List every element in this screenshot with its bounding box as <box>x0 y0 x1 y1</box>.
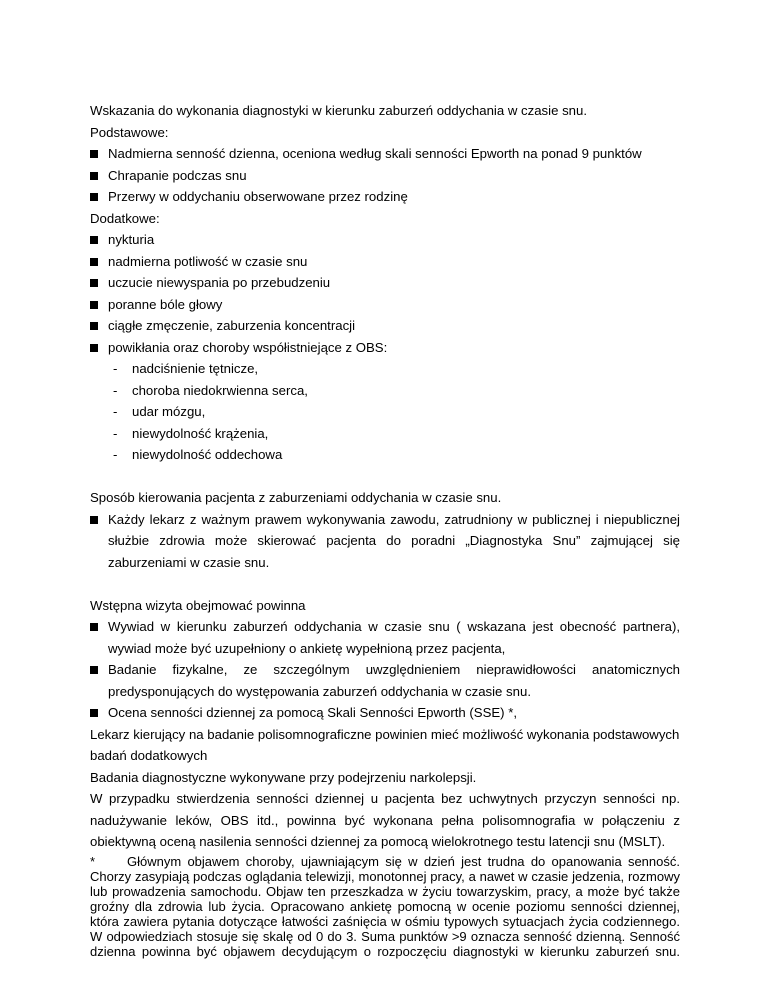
section3-title: Wstępna wizyta obejmować powinna <box>90 597 306 613</box>
list-item: nadmierna potliwość w czasie snu <box>90 251 680 273</box>
sub-list-item: - choroba niedokrwienna serca, <box>90 380 680 402</box>
square-bullet-icon <box>90 623 98 631</box>
footnote-line: dzienna powinna być objawem decydującym o rozpoczęciu diagnostyki w kierunku zaburzeń snu. <box>90 943 680 959</box>
square-bullet-icon <box>90 344 98 352</box>
sub-list-item: - udar mózgu, <box>90 401 680 423</box>
square-bullet-icon <box>90 709 98 717</box>
spacer <box>90 573 680 595</box>
list-item: powikłania oraz choroby współistniejące z OBS: <box>90 337 680 359</box>
footnote-line: Chorzy zasypiają podczas oglądania telewizji, monotonnej pracy, a nawet w czasie jedzenia, rozmowy <box>90 868 680 884</box>
sub-list-item: - niewydolność krążenia, <box>90 423 680 445</box>
list-item-continuation: wywiad może być uzupełniony o ankietę wypełnioną przez pacjenta, <box>108 640 506 656</box>
list-item: Badanie fizykalne, ze szczególnym uwzględnieniem nieprawidłowości anatomicznych <box>90 659 680 681</box>
dash-marker: - <box>113 404 118 419</box>
document-page <box>90 100 680 959</box>
square-bullet-icon <box>90 172 98 180</box>
dash-marker: - <box>113 382 118 398</box>
paragraph-line: nadużywanie leków, OBS itd., powinna być wykonana pełna polisomnografia w połączeniu z <box>90 812 680 828</box>
section1-title: Wskazania do wykonania diagnostyki w kierunku zaburzeń oddychania w czasie snu. <box>90 103 587 118</box>
footnote-line: lub prowadzenia samochodu. Objaw ten przeszkadza w życiu towarzyskim, pracy, a może być także <box>90 883 680 899</box>
footnote-line: * Głównym objawem choroby, ujawniającym się w dzień jest trudna do opanowania senność. <box>90 853 680 869</box>
paragraph-line: obiektywną oceną nasilenia senności dziennej za pomocą wielokrotnego testu latencji snu (MSLT). <box>90 834 666 849</box>
paragraph-line: Badania diagnostyczne wykonywane przy podejrzeniu narkolepsji. <box>90 769 477 785</box>
list-item: poranne bóle głowy <box>90 294 680 316</box>
paragraph-line: Lekarz kierujący na badanie polisomnograficzne powinien mieć możliwość wykonania podstawowych <box>90 726 680 742</box>
square-bullet-icon <box>90 258 98 266</box>
footnote-marker: * <box>90 853 96 869</box>
additional-label: Dodatkowe: <box>90 210 160 226</box>
list-item-continuation: zaburzeniami w czasie snu. <box>108 554 270 570</box>
footnote-line: która zawiera pytania dotyczące łatwości zaśnięcia w ośmiu typowych sytuacjach życia codziennego. <box>90 913 680 929</box>
dash-marker: - <box>113 361 118 376</box>
list-item: Przerwy w oddychaniu obserwowane przez rodzinę <box>90 186 680 208</box>
dash-marker: - <box>113 425 118 441</box>
square-bullet-icon <box>90 279 98 287</box>
square-bullet-icon <box>90 193 98 201</box>
square-bullet-icon <box>90 150 98 158</box>
list-item: ciągłe zmęczenie, zaburzenia koncentracji <box>90 315 680 337</box>
section2-title: Sposób kierowania pacjenta z zaburzeniami oddychania w czasie snu. <box>90 490 502 505</box>
list-item-continuation: służbie zdrowia może skierować pacjenta do poradni „Diagnostyka Snu” zajmującej się <box>108 533 680 548</box>
footnote-line: groźny dla zdrowia lub życia. Opracowano ankietę pomocną w ocenie poziomu senności dziennej, <box>90 898 680 914</box>
list-item-continuation: predysponujących do występowania zaburzeń oddychania w czasie snu. <box>108 683 531 699</box>
paragraph-line: badań dodatkowych <box>90 748 208 763</box>
square-bullet-icon <box>90 666 98 674</box>
list-item: uczucie niewyspania po przebudzeniu <box>90 272 680 294</box>
square-bullet-icon <box>90 236 98 244</box>
spacer <box>90 466 680 488</box>
basic-label: Podstawowe: <box>90 124 169 140</box>
square-bullet-icon <box>90 516 98 524</box>
footnote-line: W odpowiedziach stosuje się skalę od 0 do 3. Suma punktów >9 oznacza senność dzienną. Senność <box>90 928 680 944</box>
list-item: Ocena senności dziennej za pomocą Skali Senności Epworth (SSE) *, <box>90 702 680 724</box>
paragraph-line: W przypadku stwierdzenia senności dziennej u pacjenta bez uchwytnych przyczyn senności np. <box>90 791 680 806</box>
sub-list-item: - niewydolność oddechowa <box>90 444 680 466</box>
footnote <box>90 854 680 959</box>
sub-list-item: - nadciśnienie tętnicze, <box>90 358 680 380</box>
list-item: Chrapanie podczas snu <box>90 165 680 187</box>
list-item: Nadmierna senność dzienna, oceniona według skali senności Epworth na ponad 9 punktów <box>90 143 680 165</box>
list-item: Wywiad w kierunku zaburzeń oddychania w czasie snu ( wskazana jest obecność partnera), <box>90 616 680 638</box>
list-item: Każdy lekarz z ważnym prawem wykonywania zawodu, zatrudniony w publicznej i niepublicznej <box>90 509 680 531</box>
dash-marker: - <box>113 447 118 462</box>
square-bullet-icon <box>90 301 98 309</box>
list-item: nykturia <box>90 229 680 251</box>
square-bullet-icon <box>90 322 98 330</box>
